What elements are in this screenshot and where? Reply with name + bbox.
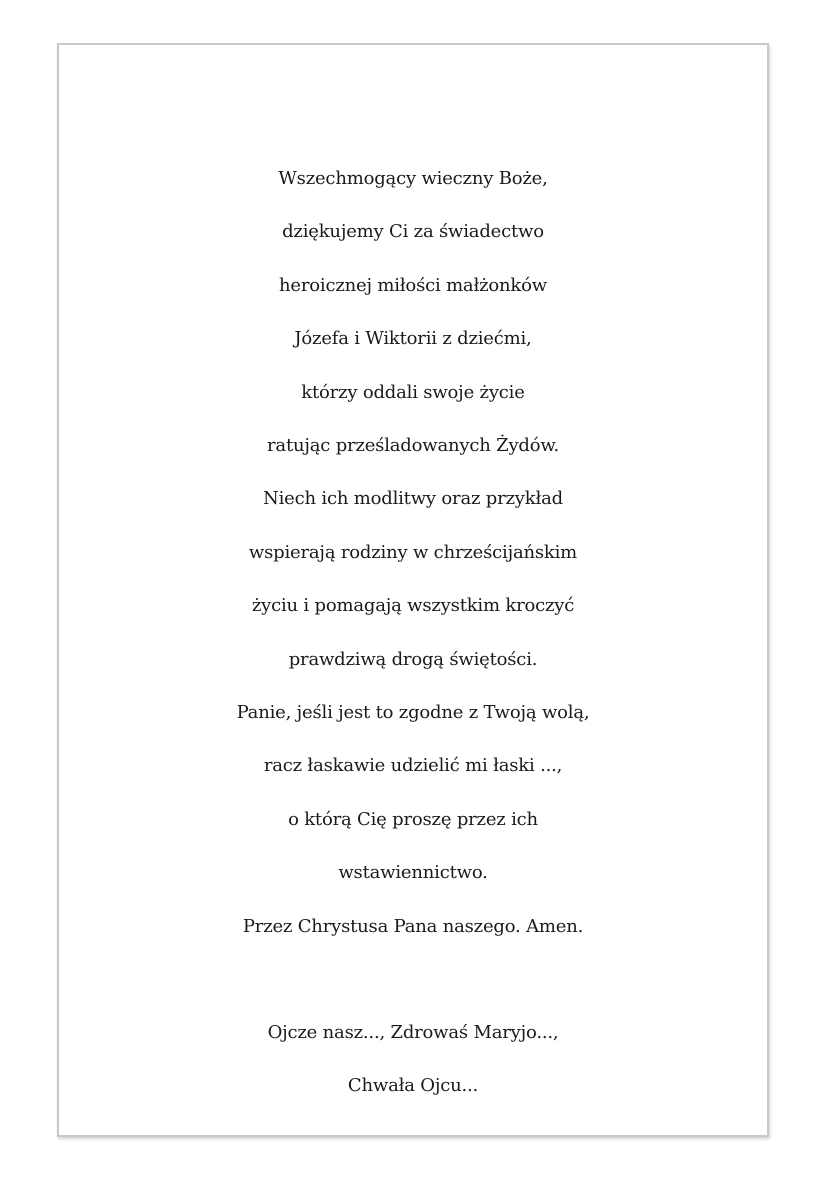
prayer-line: Przez Chrystusa Pana naszego. Amen. [242,915,584,937]
prayer-line: Niech ich modlitwy oraz przykład [263,488,563,510]
prayer-line: racz łaskawie udzielić mi łaski ..., [263,755,563,777]
prayer-line: heroicznej miłości małżonków [279,274,547,296]
prayer-line: ratując prześladowanych Żydów. [267,435,559,457]
prayer-line: Panie, jeśli jest to zgodne z Twoją wolą, [236,702,590,724]
prayer-line: życiu i pomagają wszystkim kroczyć [251,595,575,617]
closing-line: Chwała Ojcu... [347,1075,479,1097]
prayer-card [57,43,769,1137]
prayer-line: dziękujemy Ci za świadectwo [282,221,544,243]
prayer-line: prawdziwą drogą świętości. [288,648,538,670]
prayer-line: którzy oddali swoje życie [301,381,525,403]
prayer-line: o którą Cię proszę przez ich [288,808,538,830]
prayer-line: wspierają rodziny w chrześcijańskim [248,541,578,563]
prayer-line: Józefa i Wiktorii z dziećmi, [294,328,532,350]
prayer-text [59,152,767,953]
closing-prayers [59,1006,767,1113]
closing-line: Ojcze nasz..., Zdrowaś Maryjo..., [267,1022,559,1043]
prayer-line: wstawiennictwo. [338,862,488,884]
prayer-line: Wszechmogący wieczny Boże, [278,168,548,189]
